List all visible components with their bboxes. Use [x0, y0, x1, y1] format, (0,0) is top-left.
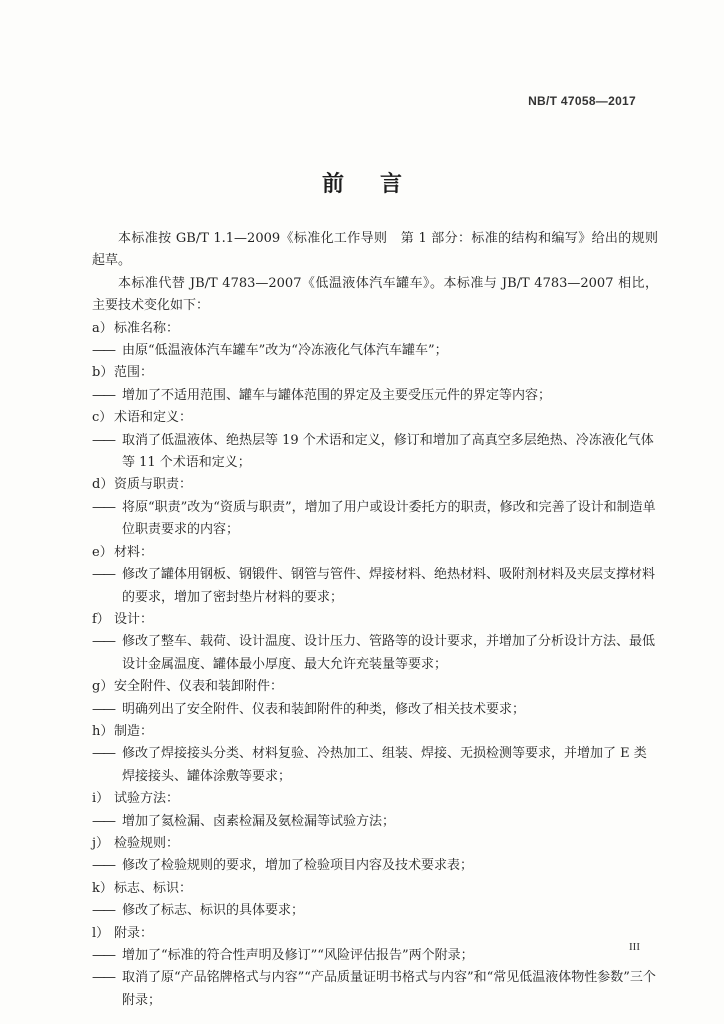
- change-item-detail-text: 修改了整车、载荷、设计温度、设计压力、管路等的设计要求，并增加了分析设计方法、最低设计金属温度、罐体最小厚度、最大允许充装量等要求；: [122, 634, 656, 672]
- standard-code: NB/T 47058—2017: [528, 94, 636, 108]
- change-item-label: 设计：: [114, 611, 154, 627]
- change-item-tag: b）: [92, 365, 114, 381]
- change-item-detail-text: 增加了氦检漏、卤素检漏及氨检漏等试验方法；: [122, 813, 396, 829]
- change-item-label: 术语和定义：: [114, 410, 193, 426]
- document-body: [92, 228, 658, 1012]
- change-item-detail-text: 修改了标志、标识的具体要求；: [122, 903, 305, 919]
- change-item-detail-text: 修改了检验规则的要求，增加了检验项目内容及技术要求表；: [122, 858, 474, 874]
- intro-paragraph-1: 本标准按 GB/T 1.1—2009《标准化工作导则 第 1 部分：标准的结构和编写》给出的规则起草。: [92, 231, 658, 269]
- change-item-label: 制造：: [114, 723, 154, 739]
- change-item-detail: [92, 945, 658, 967]
- change-item-tag: e）: [92, 544, 113, 560]
- change-item-label: 安全附件、仪表和装卸附件：: [114, 679, 284, 695]
- change-item-tag: i）: [92, 791, 110, 807]
- change-item-label: 资质与职责：: [114, 477, 193, 493]
- change-item-detail-text: 修改了罐体用钢板、钢锻件、钢管与管件、焊接材料、绝热材料、吸附剂材料及夹层支撑材料的要求，增加了密封垫片材料的要求；: [122, 567, 656, 605]
- change-item-detail: [92, 430, 658, 475]
- change-item-detail-text: 修改了焊接接头分类、材料复验、冷热加工、组装、焊接、无损检测等要求，并增加了 E 类焊接接头、罐体涂敷等要求；: [122, 746, 647, 784]
- change-item-detail: [92, 811, 658, 833]
- change-item-detail-text: 取消了低温液体、绝热层等 19 个术语和定义，修订和增加了高真空多层绝热、冷冻液化气体等 11 个术语和定义；: [122, 432, 654, 471]
- change-item-tag: a）: [92, 320, 113, 336]
- change-item-label: 附录：: [114, 925, 154, 941]
- change-item: [92, 609, 658, 631]
- change-item-tag: j）: [92, 835, 110, 851]
- change-item-detail: [92, 855, 658, 877]
- change-item-detail-text: 明确列出了安全附件、仪表和装卸附件的种类，修改了相关技术要求；: [122, 701, 526, 717]
- change-item: [92, 923, 658, 945]
- change-item: [92, 362, 658, 384]
- change-item-tag: l）: [92, 925, 110, 941]
- intro-paragraph-2: 本标准代替 JB/T 4783—2007《低温液体汽车罐车》。本标准与 JB/T 4783—2007 相比，主要技术变化如下：: [92, 275, 658, 314]
- change-item-label: 标志、标识：: [114, 880, 193, 896]
- change-item: [92, 878, 658, 900]
- change-item-detail: [92, 900, 658, 922]
- page-number: III: [629, 941, 640, 953]
- change-item: [92, 833, 658, 855]
- changes-list: [92, 318, 658, 1013]
- change-item-tag: g）: [92, 679, 114, 695]
- change-item-label: 范围：: [114, 365, 154, 381]
- change-item-detail: [92, 631, 658, 676]
- change-item: [92, 721, 658, 743]
- change-item-label: 检验规则：: [114, 835, 180, 851]
- change-item: [92, 318, 658, 340]
- change-item-detail: [92, 967, 658, 1012]
- change-item: [92, 542, 658, 564]
- change-item-detail: [92, 564, 658, 609]
- change-item-tag: d）: [92, 477, 114, 493]
- change-item-tag: k）: [92, 880, 113, 896]
- change-item-detail-text: 增加了不适用范围、罐车与罐体范围的界定及主要受压元件的界定等内容；: [122, 387, 552, 403]
- change-item-tag: h）: [92, 723, 114, 739]
- change-item-label: 标准名称：: [114, 320, 180, 336]
- change-item-detail: [92, 699, 658, 721]
- change-item-detail: [92, 743, 658, 788]
- change-item-detail-text: 增加了“标准的符合性声明及修订”“风险评估报告”两个附录；: [122, 948, 474, 963]
- change-item: [92, 676, 658, 698]
- change-item-tag: f）: [92, 611, 110, 627]
- change-item-detail: [92, 497, 658, 542]
- change-item-detail: [92, 340, 658, 362]
- change-item-tag: c）: [92, 410, 113, 426]
- change-item-detail: [92, 385, 658, 407]
- change-item-detail-text: 由原“低温液体汽车罐车”改为“冷冻液化气体汽车罐车”；: [122, 343, 448, 359]
- change-item-detail-text: 将原“职责”改为“资质与职责”，增加了用户或设计委托方的职责，修改和完善了设计和制造单位职责要求的内容；: [122, 499, 656, 538]
- change-item: [92, 474, 658, 496]
- change-item-label: 材料：: [114, 544, 154, 560]
- change-item: [92, 407, 658, 429]
- change-item-detail-text: 取消了原“产品铭牌格式与内容”“产品质量证明书格式与内容”和“常见低温液体物性参数”三个附录；: [122, 970, 656, 1008]
- page-title: 前言: [321, 172, 438, 197]
- change-item: [92, 788, 658, 810]
- change-item-label: 试验方法：: [114, 791, 180, 807]
